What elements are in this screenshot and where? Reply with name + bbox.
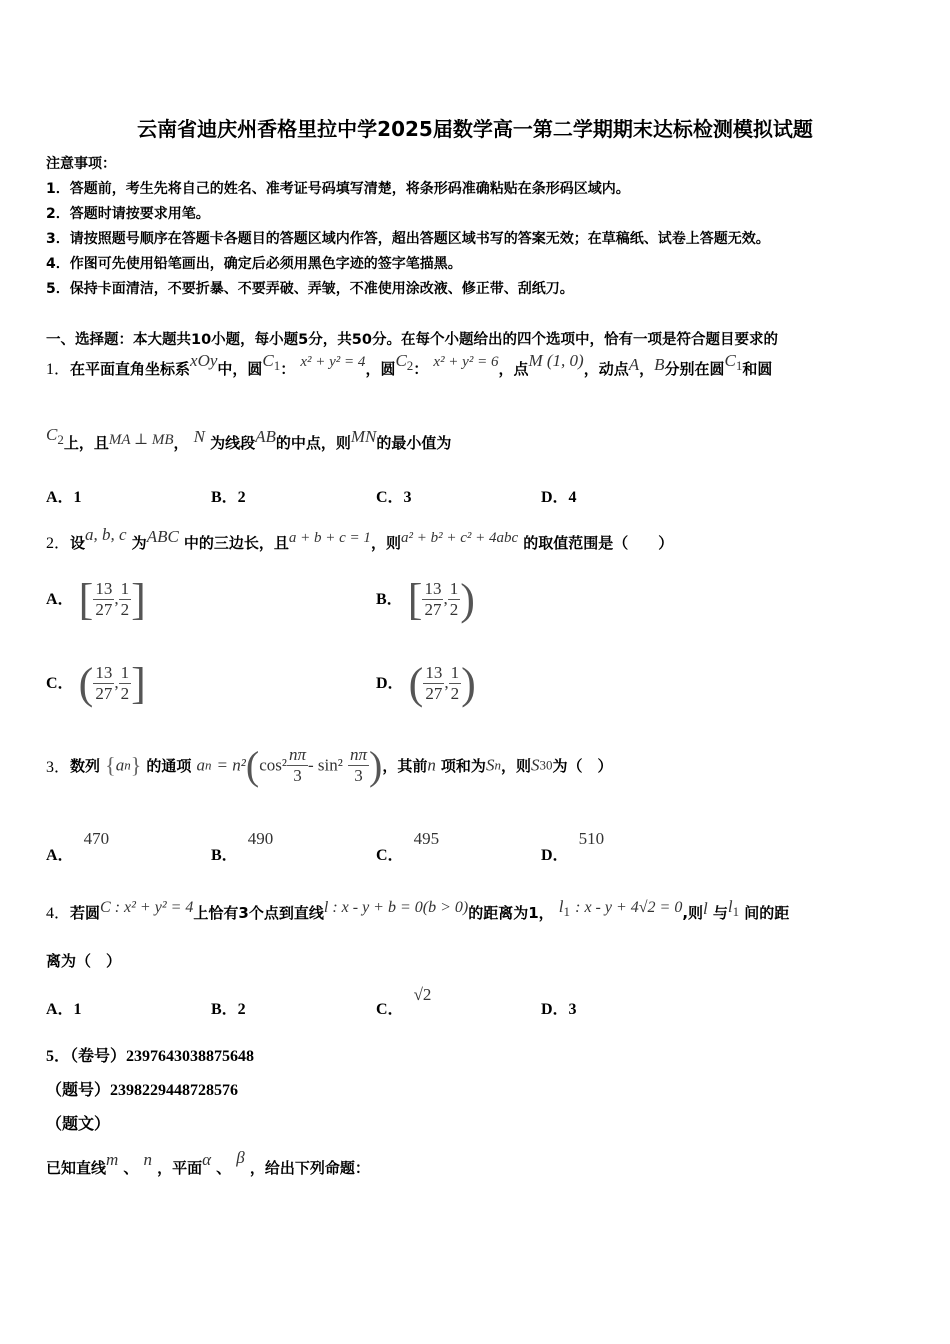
- q1-option-b[interactable]: B．2: [211, 489, 246, 506]
- note-item-4: 4．作图可先使用铅笔画出，确定后必须用黑色字迹的签字笔描黑。: [46, 256, 462, 272]
- question-4-line-2: 离为（ ）: [46, 952, 122, 970]
- note-item-5: 5．保持卡面清洁，不要折暴、不要弄破、弄皱，不准使用涂改液、修正带、刮纸刀。: [46, 281, 574, 297]
- q4-option-a[interactable]: A．1: [46, 1001, 82, 1018]
- q5-question-text-label: （题文）: [46, 1116, 111, 1133]
- q2-option-b[interactable]: B． [ $\frac{13}{27}$ , $\frac{1}{2}$ ): [376, 575, 475, 624]
- q3-option-d[interactable]: D．510: [541, 829, 605, 864]
- q1-option-c[interactable]: C．3: [376, 489, 412, 506]
- question-1-line-1: 1．在平面直角坐标系xOy中，圆$C^1$： x² + y² = 4，圆$C^2$： x² + y² = 6，点M (1, 0)，动点A，B分别在圆$C^1$和圆: [46, 351, 773, 378]
- q5-volume-id: 5．（卷号）2397643038875648: [46, 1048, 255, 1065]
- page-title: 云南省迪庆州香格里拉中学2025届数学高一第二学期期末达标检测模拟试题: [137, 117, 813, 141]
- q2-option-c[interactable]: C． ( $\frac{13}{27}$ , $\frac{1}{2}$ ]: [46, 659, 146, 708]
- q3-option-c[interactable]: C．495: [376, 829, 440, 864]
- q1-circle-2-equation: x² + y² = 6: [433, 354, 499, 370]
- question-1-line-2: $C^2$上，且MA ⊥ MB， N 为线段AB的中点，则MN的最小值为: [46, 425, 452, 452]
- q1-option-d[interactable]: D．4: [541, 489, 577, 506]
- q5-question-id: （题号）2398229448728576: [46, 1082, 239, 1099]
- q1-point-m: M (1, 0): [528, 351, 584, 370]
- section-heading: 一、选择题：本大题共10小题，每小题5分，共50分。在每个小题给出的四个选项中，恰有一项是符合题目要求的: [46, 332, 778, 348]
- q1-text: 在平面直角坐标系: [70, 360, 191, 378]
- q4-option-d[interactable]: D．3: [541, 1001, 577, 1018]
- question-2: 2．设a, b, c 为ABC 中的三边长，且a + b + c = 1，则a² + b² + c² + 4abc 的取值范围是（ ）: [46, 525, 674, 552]
- q1-perpendicular: MA ⊥ MB: [108, 432, 174, 448]
- q1-math-xoy: xOy: [190, 351, 218, 370]
- note-item-2: 2．答题时请按要求用笔。: [46, 206, 210, 222]
- q3-option-a[interactable]: A．470: [46, 829, 110, 864]
- q2-option-a[interactable]: A． [ $\frac{13}{27}$ , $\frac{1}{2}$ ]: [46, 575, 146, 624]
- q4-option-c[interactable]: C．√2: [376, 985, 432, 1018]
- q1-number: 1．: [46, 361, 71, 378]
- question-4-line-1: 4．若圆C : x² + y² = 4上恰有3个点到直线l : x - y + b = 0(b > 0)的距离为1， l1 : x - y + 4√2 = 0,则l 与l1 间的距: [46, 897, 790, 922]
- note-item-1: 1．答题前，考生先将自己的姓名、准考证号码填写清楚，将条形码准确粘贴在条形码区域内。: [46, 181, 630, 197]
- question-3: 3．数列 {an} 的通项 an = n²(cos² $\frac{n\pi}{3}$ - sin² $\frac{n\pi}{3}$ )，其前n 项和为Sn，则S30为（ ）: [46, 743, 613, 788]
- q1-circle-1-equation: x² + y² = 4: [300, 354, 366, 370]
- notes-heading: 注意事项：: [46, 156, 116, 172]
- q4-option-b[interactable]: B．2: [211, 1001, 246, 1018]
- q2-option-d[interactable]: D． ( $\frac{13}{27}$ , $\frac{1}{2}$ ): [376, 659, 476, 708]
- q3-option-b[interactable]: B．490: [211, 829, 274, 864]
- q1-option-a[interactable]: A．1: [46, 489, 82, 506]
- note-item-3: 3．请按照题号顺序在答题卡各题目的答题区域内作答，超出答题区域书写的答案无效；在草稿纸、试卷上答题无效。: [46, 231, 770, 247]
- question-5-text: 已知直线m 、 n ，平面α 、 β ，给出下列命题：: [46, 1148, 370, 1177]
